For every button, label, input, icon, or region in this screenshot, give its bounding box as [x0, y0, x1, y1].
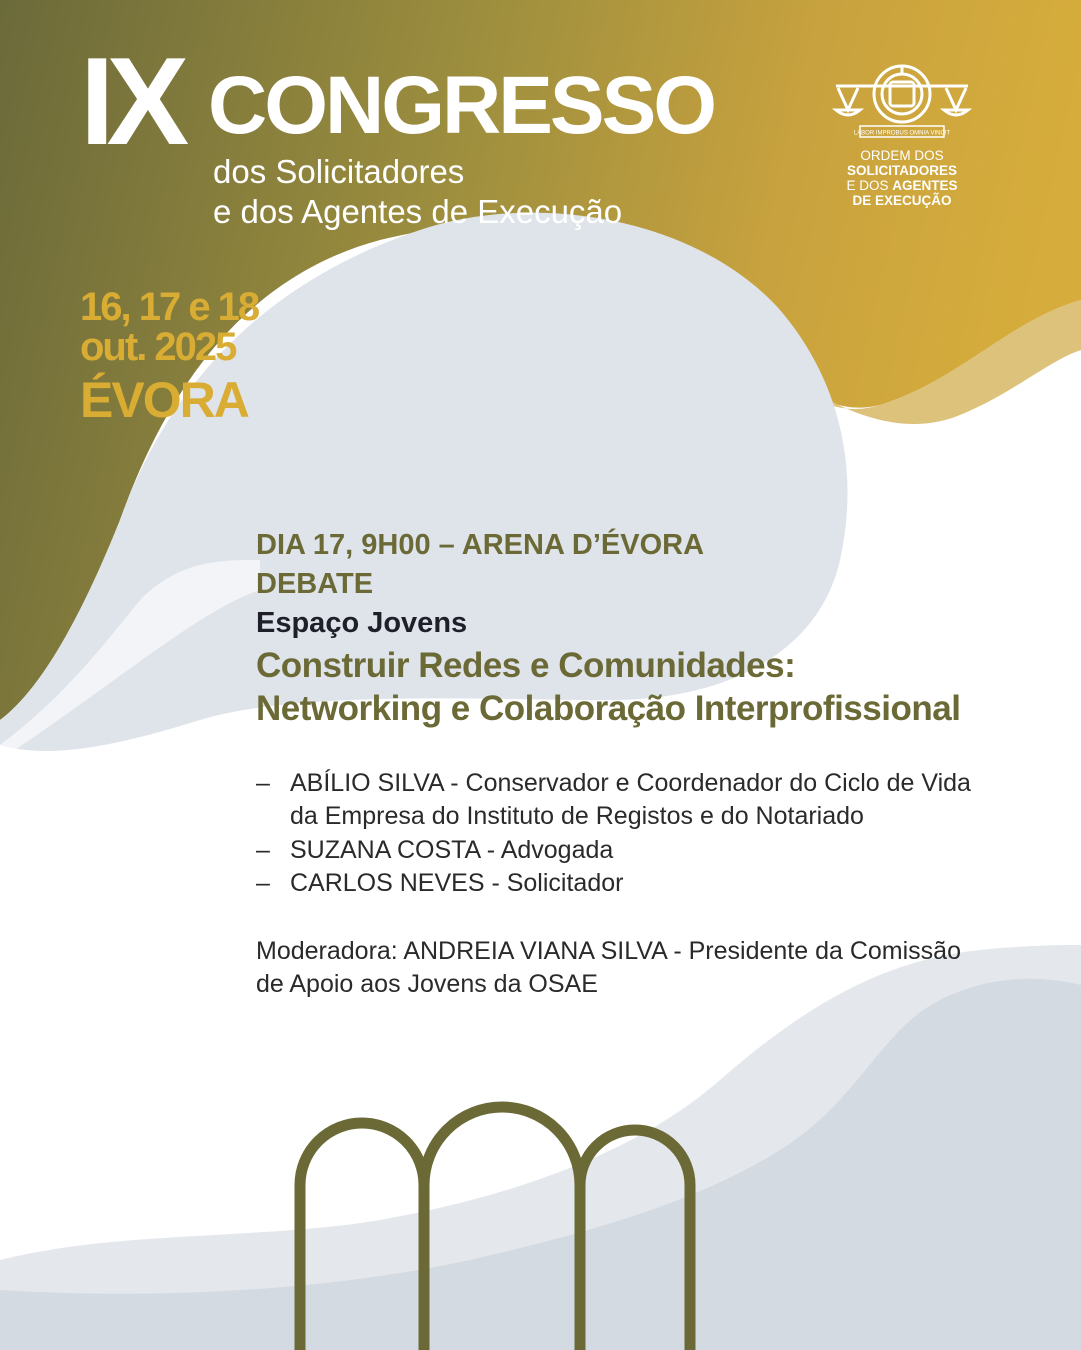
event-month-year: out. 2025 — [80, 325, 236, 369]
moderator-line2: de Apoio aos Jovens da OSAE — [256, 970, 598, 998]
logo-motto: LABOR IMPROBUS OMNIA VINCIT — [853, 130, 951, 137]
scales-emblem-icon — [832, 58, 972, 140]
logo-name-line1: ORDEM DOS — [860, 148, 944, 163]
logo-name-line3-bold: AGENTES — [892, 178, 958, 193]
speaker-2-line1: SUZANA COSTA - Advogada — [290, 836, 614, 864]
logo-name-line3-prefix: E DOS — [846, 178, 889, 193]
event-dates: 16, 17 e 18 — [80, 285, 259, 329]
moderator-line1: Moderadora: ANDREIA VIANA SILVA - Presidente da Comissão — [256, 937, 961, 965]
speaker-dash: – — [256, 769, 270, 797]
session-when-where: DIA 17, 9H00 – ARENA D’ÉVORA — [256, 529, 705, 561]
event-title: CONGRESSO — [208, 60, 715, 151]
speaker-dash: – — [256, 869, 270, 897]
event-city: ÉVORA — [80, 372, 248, 428]
speaker-text — [256, 767, 1056, 833]
logo-name-line4: DE EXECUÇÃO — [852, 193, 952, 208]
session-type: DEBATE — [256, 568, 374, 600]
bottom-wave-dark — [0, 979, 1081, 1350]
speaker-3-line1: CARLOS NEVES - Solicitador — [290, 869, 624, 897]
speaker-1-line2: da Empresa do Instituto de Registos e do Notariado — [290, 802, 864, 830]
edition-roman-numeral: IX — [80, 33, 182, 171]
session-title-line2: Networking e Colaboração Interprofissional — [256, 689, 961, 728]
speaker-dash: – — [256, 836, 270, 864]
event-subtitle-line1: dos Solicitadores — [213, 153, 465, 190]
logo-name-line3 — [832, 179, 972, 194]
session-title-line1: Construir Redes e Comunidades: — [256, 646, 796, 685]
logo-name-line2: SOLICITADORES — [846, 163, 957, 178]
osae-logo — [832, 58, 972, 208]
session-track: Espaço Jovens — [256, 607, 468, 639]
speaker-item — [256, 767, 1056, 833]
speaker-item — [256, 867, 1056, 900]
speaker-1-line1: ABÍLIO SILVA - Conservador e Coordenador do Ciclo de Vida — [290, 769, 971, 797]
event-subtitle-line2: e dos Agentes de Execução — [213, 193, 623, 230]
speaker-item — [256, 834, 1056, 867]
